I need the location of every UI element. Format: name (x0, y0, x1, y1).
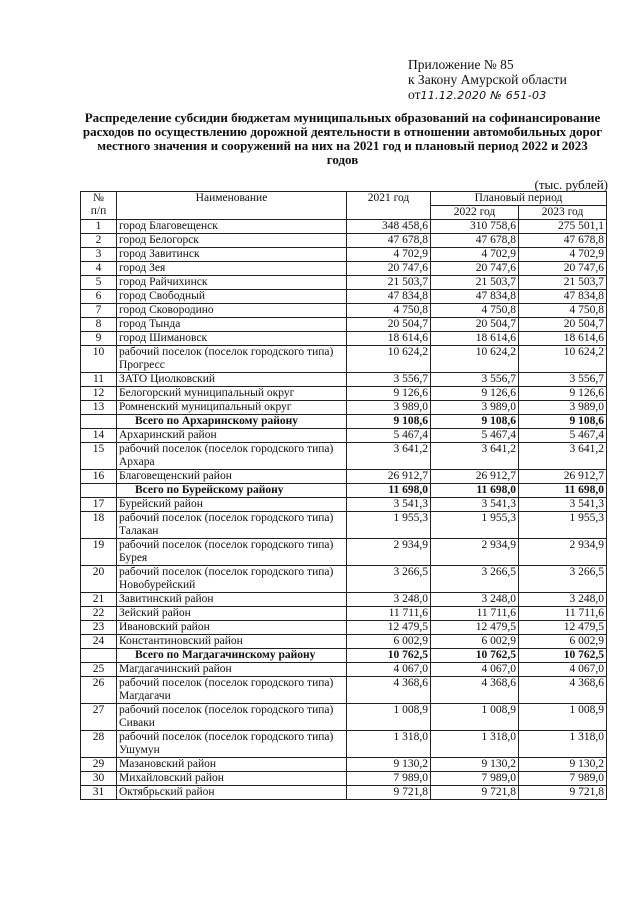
row-value-2021: 20 747,6 (347, 262, 431, 276)
header-2022: 2022 год (431, 206, 519, 220)
row-name: город Райчихинск (117, 276, 347, 290)
table-row (81, 635, 607, 649)
table-row (81, 429, 607, 443)
row-value-2022: 4 702,9 (431, 248, 519, 262)
row-value-2023: 3 989,0 (519, 401, 607, 415)
row-value-2023: 21 503,7 (519, 276, 607, 290)
row-value-2021: 12 479,5 (347, 621, 431, 635)
table-row (81, 220, 607, 234)
row-name: Всего по Бурейскому району (117, 484, 347, 498)
row-number: 31 (81, 786, 117, 800)
units-label: (тыс. рублей) (534, 177, 608, 192)
row-name: Ивановский район (117, 621, 347, 635)
row-value-2021: 348 458,6 (347, 220, 431, 234)
row-number: 26 (81, 677, 117, 704)
row-value-2022: 47 834,8 (431, 290, 519, 304)
row-value-2021: 47 834,8 (347, 290, 431, 304)
row-number: 30 (81, 772, 117, 786)
row-number: 15 (81, 443, 117, 470)
table-row (81, 758, 607, 772)
row-value-2021: 4 067,0 (347, 663, 431, 677)
row-name: Константиновский район (117, 635, 347, 649)
row-value-2022: 9 108,6 (431, 415, 519, 429)
row-value-2021: 4 368,6 (347, 677, 431, 704)
row-number: 13 (81, 401, 117, 415)
row-value-2023: 4 067,0 (519, 663, 607, 677)
row-name: город Благовещенск (117, 220, 347, 234)
row-value-2022: 4 750,8 (431, 304, 519, 318)
row-value-2022: 3 541,3 (431, 498, 519, 512)
row-number: 11 (81, 373, 117, 387)
header-2021: 2021 год (347, 192, 431, 220)
table-row (81, 539, 607, 566)
row-number: 25 (81, 663, 117, 677)
table-row (81, 373, 607, 387)
row-name: Михайловский район (117, 772, 347, 786)
table-row (81, 607, 607, 621)
row-value-2022: 18 614,6 (431, 332, 519, 346)
row-number: 23 (81, 621, 117, 635)
appendix-number: Приложение № 85 (408, 57, 514, 72)
row-value-2022: 3 989,0 (431, 401, 519, 415)
row-name: Мазановский район (117, 758, 347, 772)
row-value-2023: 9 721,8 (519, 786, 607, 800)
row-value-2021: 11 711,6 (347, 607, 431, 621)
row-value-2022: 310 758,6 (431, 220, 519, 234)
row-value-2023: 4 750,8 (519, 304, 607, 318)
table-row (81, 566, 607, 593)
row-value-2022: 47 678,8 (431, 234, 519, 248)
row-number (81, 415, 117, 429)
row-name: город Сковородино (117, 304, 347, 318)
row-value-2022: 1 318,0 (431, 731, 519, 758)
row-name: город Тында (117, 318, 347, 332)
row-value-2022: 2 934,9 (431, 539, 519, 566)
row-value-2021: 3 266,5 (347, 566, 431, 593)
row-value-2023: 3 641,2 (519, 443, 607, 470)
table-row (81, 318, 607, 332)
row-value-2021: 18 614,6 (347, 332, 431, 346)
row-value-2021: 5 467,4 (347, 429, 431, 443)
row-value-2022: 3 248,0 (431, 593, 519, 607)
row-number: 17 (81, 498, 117, 512)
row-value-2021: 3 541,3 (347, 498, 431, 512)
row-name: Всего по Магдагачинскому району (117, 649, 347, 663)
row-value-2021: 4 750,8 (347, 304, 431, 318)
table-row (81, 772, 607, 786)
row-value-2022: 1 008,9 (431, 704, 519, 731)
row-number: 1 (81, 220, 117, 234)
row-value-2022: 4 067,0 (431, 663, 519, 677)
table-row (81, 470, 607, 484)
row-value-2021: 2 934,9 (347, 539, 431, 566)
row-value-2021: 4 702,9 (347, 248, 431, 262)
table-row (81, 498, 607, 512)
row-value-2023: 6 002,9 (519, 635, 607, 649)
row-value-2022: 11 711,6 (431, 607, 519, 621)
row-number: 18 (81, 512, 117, 539)
row-value-2023: 12 479,5 (519, 621, 607, 635)
row-value-2023: 4 702,9 (519, 248, 607, 262)
row-name: рабочий поселок (поселок городского типа) Талакан (117, 512, 347, 539)
table-total-row (81, 649, 607, 663)
row-value-2023: 2 934,9 (519, 539, 607, 566)
header-number-line1: № (93, 192, 104, 204)
row-value-2022: 9 126,6 (431, 387, 519, 401)
row-value-2022: 5 467,4 (431, 429, 519, 443)
table-row (81, 512, 607, 539)
row-value-2023: 9 130,2 (519, 758, 607, 772)
row-number: 27 (81, 704, 117, 731)
row-value-2023: 11 711,6 (519, 607, 607, 621)
row-number: 16 (81, 470, 117, 484)
row-name: Завитинский район (117, 593, 347, 607)
row-number (81, 484, 117, 498)
appendix-date-prefix: от (408, 87, 421, 102)
row-number: 14 (81, 429, 117, 443)
row-value-2022: 3 556,7 (431, 373, 519, 387)
appendix-block (408, 57, 628, 103)
row-name: рабочий поселок (поселок городского типа) Прогресс (117, 346, 347, 373)
row-value-2021: 10 762,5 (347, 649, 431, 663)
row-value-2023: 5 467,4 (519, 429, 607, 443)
row-value-2021: 9 126,6 (347, 387, 431, 401)
row-value-2023: 7 989,0 (519, 772, 607, 786)
row-value-2023: 10 624,2 (519, 346, 607, 373)
table-row (81, 332, 607, 346)
table-row (81, 593, 607, 607)
table-row (81, 276, 607, 290)
row-name: Бурейский район (117, 498, 347, 512)
table-row (81, 262, 607, 276)
row-value-2021: 7 989,0 (347, 772, 431, 786)
row-name: Ромненский муниципальный округ (117, 401, 347, 415)
row-value-2023: 9 126,6 (519, 387, 607, 401)
row-name: город Шимановск (117, 332, 347, 346)
row-value-2022: 7 989,0 (431, 772, 519, 786)
row-name: город Завитинск (117, 248, 347, 262)
row-value-2022: 20 504,7 (431, 318, 519, 332)
table-row (81, 786, 607, 800)
row-value-2022: 1 955,3 (431, 512, 519, 539)
row-value-2023: 11 698,0 (519, 484, 607, 498)
table-row (81, 401, 607, 415)
row-number: 28 (81, 731, 117, 758)
row-name: Зейский район (117, 607, 347, 621)
row-name: город Свободный (117, 290, 347, 304)
row-value-2022: 10 624,2 (431, 346, 519, 373)
row-value-2023: 3 556,7 (519, 373, 607, 387)
row-name: Благовещенский район (117, 470, 347, 484)
row-number: 4 (81, 262, 117, 276)
row-value-2022: 9 130,2 (431, 758, 519, 772)
row-name: рабочий поселок (поселок городского типа) Ушумун (117, 731, 347, 758)
header-name: Наименование (117, 192, 347, 220)
row-value-2022: 26 912,7 (431, 470, 519, 484)
row-value-2022: 21 503,7 (431, 276, 519, 290)
row-value-2021: 6 002,9 (347, 635, 431, 649)
row-number: 8 (81, 318, 117, 332)
row-number: 6 (81, 290, 117, 304)
row-value-2021: 26 912,7 (347, 470, 431, 484)
table-row (81, 677, 607, 704)
row-number: 21 (81, 593, 117, 607)
row-value-2021: 9 108,6 (347, 415, 431, 429)
header-2023: 2023 год (519, 206, 607, 220)
header-planned-period: Плановый период (431, 192, 607, 206)
appendix-law: к Закону Амурской области (408, 72, 567, 87)
row-value-2023: 4 368,6 (519, 677, 607, 704)
appendix-date (408, 87, 628, 103)
row-number: 20 (81, 566, 117, 593)
table-row (81, 621, 607, 635)
table-row (81, 248, 607, 262)
header-row-top (81, 192, 607, 206)
table-row (81, 443, 607, 470)
handwritten-date-number: 11.12.2020 № 651-03 (420, 89, 547, 102)
row-value-2023: 47 678,8 (519, 234, 607, 248)
row-number: 3 (81, 248, 117, 262)
row-value-2021: 20 504,7 (347, 318, 431, 332)
row-value-2022: 3 641,2 (431, 443, 519, 470)
document-title: Распределение субсидии бюджетам муниципальных образований на софинансирование расходов по осуществлению дорожной деятельности в отношении автомобильных дорог местного значения и сооружений на них на 2021 год и плановый период 2022 и 2023 годов (82, 110, 603, 167)
table-row (81, 304, 607, 318)
row-name: рабочий поселок (поселок городского типа) Бурея (117, 539, 347, 566)
row-value-2023: 3 266,5 (519, 566, 607, 593)
row-name: рабочий поселок (поселок городского типа) Новобурейский (117, 566, 347, 593)
row-number: 2 (81, 234, 117, 248)
row-value-2023: 1 955,3 (519, 512, 607, 539)
row-value-2021: 9 130,2 (347, 758, 431, 772)
subsidy-table (80, 191, 607, 800)
row-name: город Зея (117, 262, 347, 276)
row-number: 29 (81, 758, 117, 772)
row-value-2021: 3 556,7 (347, 373, 431, 387)
row-value-2022: 3 266,5 (431, 566, 519, 593)
table-row (81, 663, 607, 677)
row-number: 19 (81, 539, 117, 566)
row-value-2021: 1 318,0 (347, 731, 431, 758)
row-value-2021: 1 008,9 (347, 704, 431, 731)
row-name: Всего по Архаринскому району (117, 415, 347, 429)
row-number: 24 (81, 635, 117, 649)
row-value-2023: 1 318,0 (519, 731, 607, 758)
row-value-2021: 3 989,0 (347, 401, 431, 415)
row-value-2022: 4 368,6 (431, 677, 519, 704)
row-value-2023: 275 501,1 (519, 220, 607, 234)
row-name: Архаринский район (117, 429, 347, 443)
row-number: 10 (81, 346, 117, 373)
row-value-2022: 6 002,9 (431, 635, 519, 649)
table-row (81, 234, 607, 248)
row-value-2022: 10 762,5 (431, 649, 519, 663)
row-value-2021: 1 955,3 (347, 512, 431, 539)
row-value-2023: 3 248,0 (519, 593, 607, 607)
row-value-2022: 20 747,6 (431, 262, 519, 276)
row-name: город Белогорск (117, 234, 347, 248)
row-value-2021: 3 641,2 (347, 443, 431, 470)
row-value-2023: 1 008,9 (519, 704, 607, 731)
row-value-2023: 47 834,8 (519, 290, 607, 304)
table-row (81, 704, 607, 731)
row-name: ЗАТО Циолковский (117, 373, 347, 387)
row-value-2022: 11 698,0 (431, 484, 519, 498)
table-row (81, 290, 607, 304)
table-total-row (81, 415, 607, 429)
table-row (81, 387, 607, 401)
row-value-2021: 21 503,7 (347, 276, 431, 290)
row-value-2023: 9 108,6 (519, 415, 607, 429)
row-value-2022: 9 721,8 (431, 786, 519, 800)
header-number-line2: п/п (90, 205, 107, 217)
row-number: 5 (81, 276, 117, 290)
row-number: 9 (81, 332, 117, 346)
row-name: Белогорский муниципальный округ (117, 387, 347, 401)
row-name: рабочий поселок (поселок городского типа) Сиваки (117, 704, 347, 731)
row-value-2021: 47 678,8 (347, 234, 431, 248)
row-value-2022: 12 479,5 (431, 621, 519, 635)
row-value-2021: 10 624,2 (347, 346, 431, 373)
row-name: рабочий поселок (поселок городского типа) Архара (117, 443, 347, 470)
row-number: 12 (81, 387, 117, 401)
row-value-2023: 3 541,3 (519, 498, 607, 512)
row-value-2021: 11 698,0 (347, 484, 431, 498)
row-number: 22 (81, 607, 117, 621)
row-value-2023: 10 762,5 (519, 649, 607, 663)
row-value-2023: 26 912,7 (519, 470, 607, 484)
row-name: Магдагачинский район (117, 663, 347, 677)
row-value-2021: 9 721,8 (347, 786, 431, 800)
table-body (81, 220, 607, 800)
row-value-2023: 20 747,6 (519, 262, 607, 276)
row-value-2023: 20 504,7 (519, 318, 607, 332)
header-number (81, 192, 117, 220)
row-name: рабочий поселок (поселок городского типа) Магдагачи (117, 677, 347, 704)
row-value-2023: 18 614,6 (519, 332, 607, 346)
row-number (81, 649, 117, 663)
table-row (81, 731, 607, 758)
row-value-2021: 3 248,0 (347, 593, 431, 607)
row-number: 7 (81, 304, 117, 318)
table-row (81, 346, 607, 373)
table-total-row (81, 484, 607, 498)
row-name: Октябрьский район (117, 786, 347, 800)
